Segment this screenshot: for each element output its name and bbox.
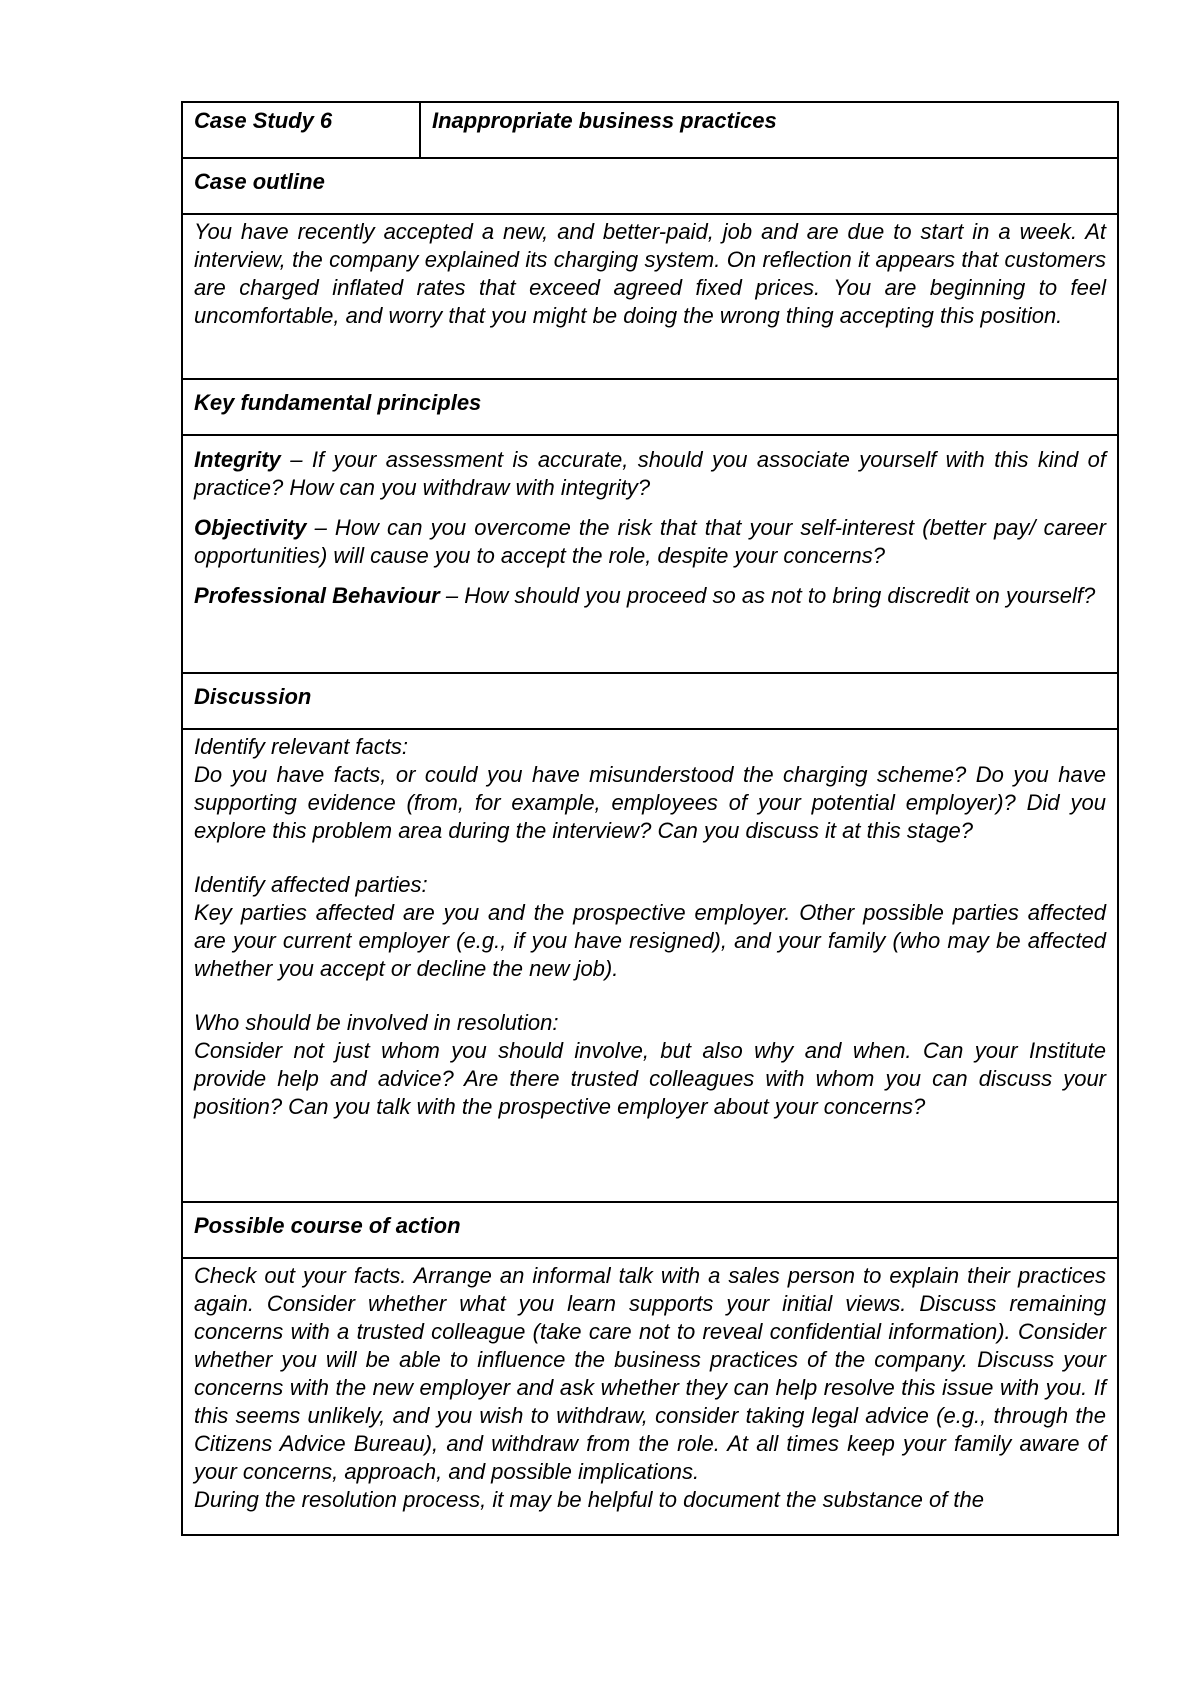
discussion-block-text: Consider not just whom you should involve, but also why and when. Can your Institute provide help and advice? Are there trusted colleagues with whom you can discuss your position? Can you talk with the prospective employer about your concerns? <box>194 1038 1106 1119</box>
principles-heading-row <box>182 379 1118 435</box>
principle-name: Professional Behaviour <box>194 583 440 608</box>
principle-professional-behaviour <box>194 582 1106 610</box>
action-text: Check out your facts. Arrange an informal talk with a sales person to explain their practices again. Consider whether what you learn supports your initial views. Discuss remaining concerns with a trusted colleague (take care not to reveal confidential information). Consider whether you will be able to influence the business practices of the company. Discuss your concerns with the new employer and ask whether they can help resolve this issue with you. If this seems unlikely, and you wish to withdraw, consider taking legal advice (e.g., through the Citizens Advice Bureau), and withdraw from the role. At all times keep your family aware of your concerns, approach, and possible implications. <box>194 1263 1106 1484</box>
principle-name: Objectivity <box>194 515 307 540</box>
outline-body-row <box>182 214 1118 379</box>
principles-heading: Key fundamental principles <box>182 379 1118 435</box>
discussion-heading: Discussion <box>182 673 1118 729</box>
principle-text: – If your assessment is accurate, should you associate yourself with this kind of practice? How can you withdraw with integrity? <box>194 447 1106 500</box>
discussion-block-label: Identify relevant facts: <box>194 734 408 759</box>
principles-body <box>182 435 1118 673</box>
action-body <box>182 1258 1118 1535</box>
principle-integrity <box>194 446 1106 502</box>
outline-heading: Case outline <box>182 158 1118 214</box>
case-study-table <box>181 101 1119 1536</box>
outline-heading-row <box>182 158 1118 214</box>
action-heading-row <box>182 1202 1118 1258</box>
discussion-block-text: Key parties affected are you and the prospective employer. Other possible parties affected are your current employer (e.g., if you have resigned), and your family (who may be affected whether you accept or decline the new job). <box>194 900 1106 981</box>
principle-text: – How can you overcome the risk that that your self-interest (better pay/ career opportunities) will cause you to accept the role, despite your concerns? <box>194 515 1106 568</box>
discussion-block-label: Identify affected parties: <box>194 872 428 897</box>
action-heading: Possible course of action <box>182 1202 1118 1258</box>
action-body-row <box>182 1258 1118 1535</box>
case-title: Inappropriate business practices <box>420 102 1118 158</box>
principles-body-row <box>182 435 1118 673</box>
discussion-body-row <box>182 729 1118 1202</box>
discussion-block-resolution <box>194 1009 1106 1121</box>
action-continuation: During the resolution process, it may be helpful to document the substance of the <box>194 1487 985 1512</box>
principle-name: Integrity <box>194 447 281 472</box>
discussion-block-label: Who should be involved in resolution: <box>194 1010 559 1035</box>
discussion-block-relevant-facts <box>194 733 1106 845</box>
case-title-row <box>182 102 1118 158</box>
principle-objectivity <box>194 514 1106 570</box>
case-label: Case Study 6 <box>182 102 420 158</box>
discussion-block-text: Do you have facts, or could you have misunderstood the charging scheme? Do you have supporting evidence (from, for example, employees of your potential employer)? Did you explore this problem area during the interview? Can you discuss it at this stage? <box>194 762 1106 843</box>
discussion-block-affected-parties <box>194 871 1106 983</box>
discussion-heading-row <box>182 673 1118 729</box>
principle-text: – How should you proceed so as not to bring discredit on yourself? <box>439 583 1096 608</box>
discussion-body <box>182 729 1118 1202</box>
outline-text: You have recently accepted a new, and better-paid, job and are due to start in a week. At interview, the company explained its charging system. On reflection it appears that customers are charged inflated rates that exceed agreed fixed prices. You are beginning to feel uncomfortable, and worry that you might be doing the wrong thing accepting this position. <box>182 214 1118 379</box>
